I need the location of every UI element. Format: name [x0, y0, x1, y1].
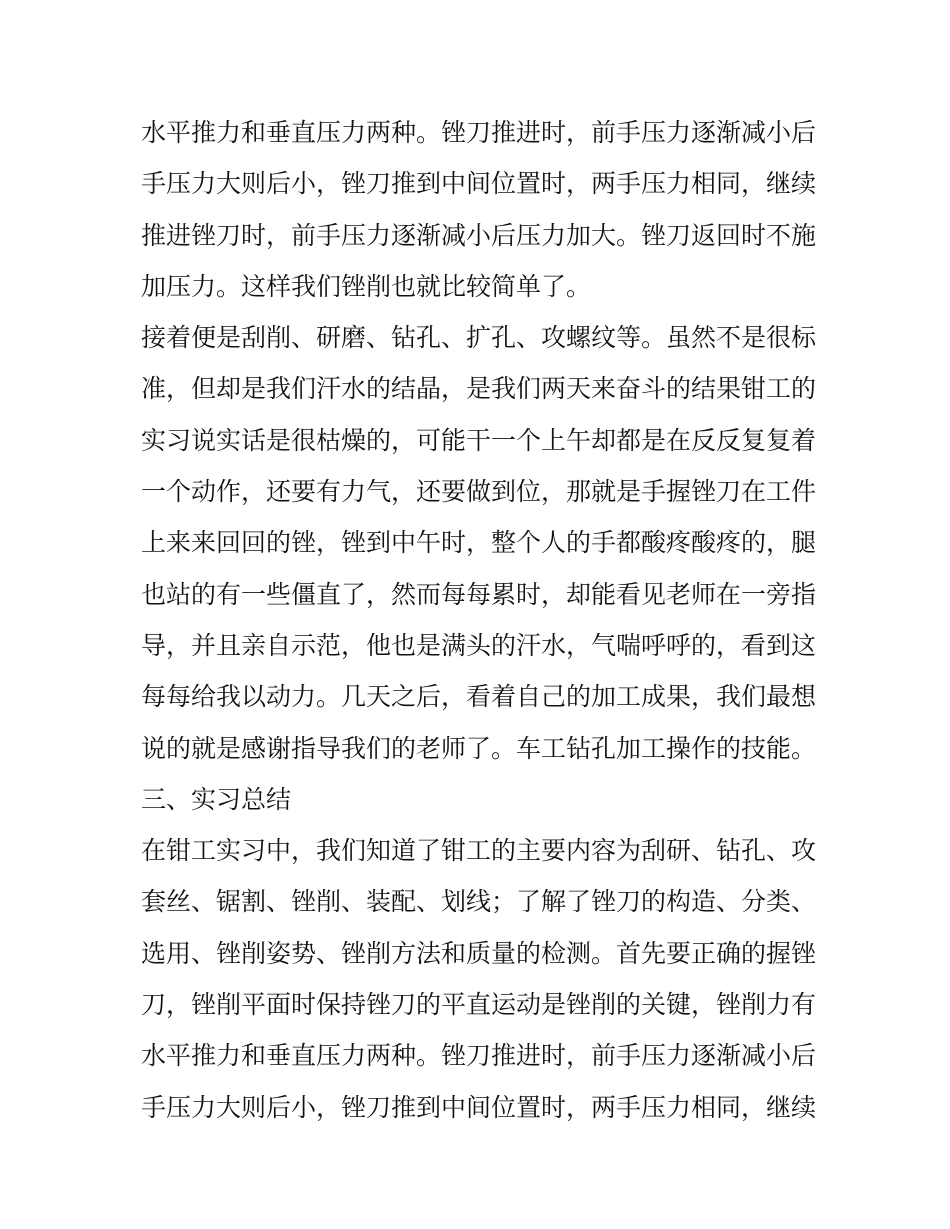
text-line: 导，并且亲自示范，他也是满头的汗水，气喘呼呼的，看到这 [141, 630, 817, 660]
text-line: 一个动作，还要有力气，还要做到位，那就是手握锉刀在工件 [141, 477, 817, 507]
text-line: 推进锉刀时，前手压力逐渐减小后压力加大。锉刀返回时不施 [141, 220, 817, 250]
text-line: 每每给我以动力。几天之后，看着自己的加工成果，我们最想 [141, 682, 817, 712]
text-line: 说的就是感谢指导我们的老师了。车工钻孔加工操作的技能。 [141, 733, 817, 763]
text-line: 刀，锉削平面时保持锉刀的平直运动是锉削的关键，锉削力有 [141, 990, 817, 1020]
section-heading: 三、实习总结 [141, 784, 292, 814]
text-line: 手压力大则后小，锉刀推到中间位置时，两手压力相同，继续 [141, 169, 817, 199]
text-line: 也站的有一些僵直了，然而每每累时，却能看见老师在一旁指 [141, 579, 817, 609]
text-line: 在钳工实习中，我们知道了钳工的主要内容为刮研、钻孔、攻 [141, 836, 817, 866]
text-line: 水平推力和垂直压力两种。锉刀推进时，前手压力逐渐减小后 [141, 1041, 817, 1071]
document-body [141, 107, 821, 1133]
text-line: 接着便是刮削、研磨、钻孔、扩孔、攻螺纹等。虽然不是很标 [141, 323, 817, 353]
text-line: 手压力大则后小，锉刀推到中间位置时，两手压力相同，继续 [141, 1092, 817, 1122]
text-line: 上来来回回的锉，锉到中午时，整个人的手都酸疼酸疼的，腿 [141, 528, 817, 558]
text-line: 水平推力和垂直压力两种。锉刀推进时，前手压力逐渐减小后 [141, 118, 817, 147]
text-line: 准，但却是我们汗水的结晶，是我们两天来奋斗的结果钳工的 [141, 374, 817, 404]
text-line: 实习说实话是很枯燥的，可能干一个上午却都是在反反复复着 [141, 425, 817, 455]
text-line: 选用、锉削姿势、锉削方法和质量的检测。首先要正确的握锉 [141, 938, 817, 968]
text-line: 套丝、锯割、锉削、装配、划线；了解了锉刀的构造、分类、 [141, 887, 817, 917]
text-line: 加压力。这样我们锉削也就比较简单了。 [141, 271, 592, 301]
